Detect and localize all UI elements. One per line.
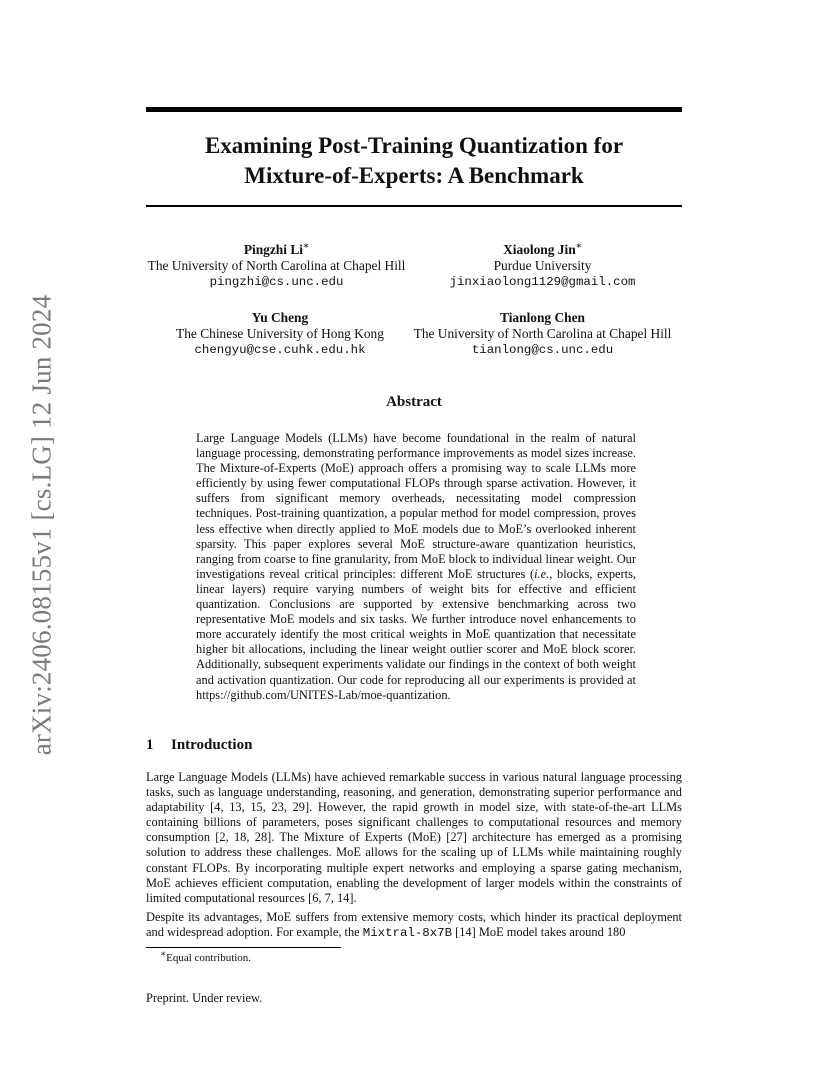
top-rule — [146, 107, 682, 112]
author-name: Tianlong Chen — [500, 310, 585, 325]
author-name: Yu Cheng — [251, 310, 309, 325]
author-name: Pingzhi Li∗ — [243, 240, 310, 257]
author-block — [160, 310, 400, 358]
author-affiliation: Purdue University — [493, 258, 592, 273]
author-affiliation: The Chinese University of Hong Kong — [176, 326, 384, 341]
preprint-notice: Preprint. Under review. — [146, 991, 263, 1005]
author-email[interactable]: tianlong@cs.unc.edu — [471, 343, 614, 357]
author-affiliation: The University of North Carolina at Chapel Hill — [413, 326, 672, 341]
author-email[interactable]: jinxiaolong1129@gmail.com — [449, 275, 636, 289]
equal-contribution-mark: ∗ — [575, 240, 582, 251]
author-name: Xiaolong Jin∗ — [503, 240, 582, 257]
intro-paragraph-1: Large Language Models (LLMs) have achieved remarkable success in various natural language processing tasks, such as language understanding, reasoning, and generation, demonstrating superior performance and adaptability [4, 13, 15, 23, 29]. However, the rapid growth in model size, with state-of-the-art LLMs containing billions of parameters, poses significant challenges to computational resources and memory consumption [2, 18, 28]. The Mixture of Experts (MoE) [27] architecture has emerged as a promising solution to address these challenges. MoE allows for the scaling up of LLMs while maintaining roughly constant FLOPs. By incorporating multiple expert networks and employing a sparse gating mechanism, MoE achieves efficient computation, enabling the development of larger models within the constraints of limited computational resources [6, 7, 14]. — [146, 770, 682, 905]
arxiv-identifier: arXiv:2406.08155v1 [cs.LG] 12 Jun 2024 — [26, 294, 57, 756]
author-block — [405, 310, 680, 358]
model-name-code: Mixtral-8x7B — [362, 926, 453, 941]
title-line-2: Mixture-of-Experts: A Benchmark — [244, 163, 584, 188]
abstract-text: Large Language Models (LLMs) have become foundational in the realm of natural language processing, demonstrating performance improvements as model sizes increase. The Mixture-of-Experts (MoE) approach offers a promising way to scale LLMs more efficiently by using fewer computational FLOPs through sparse activation. However, it suffers from significant memory overheads, necessitating model compression techniques. Post-training quantization, a popular method for model compression, proves less effective when directly applied to MoE models due to MoE’s overlooked inherent sparsity. This paper explores several MoE structure-aware quantization heuristics, ranging from coarse to fine granularity, from MoE block to individual linear weight. Our investigations reveal critical principles: different MoE structures (i.e., blocks, experts, linear layers) require varying numbers of weight bits for effective and efficient quantization. Conclusions are supported by extensive benchmarking across two representative MoE models and six tasks. We further introduce novel enhancements to more accurately identify the most critical weights in MoE quantization that necessitate higher bit allocations, including the linear weight outlier scorer and MoE block scorer. Additionally, subsequent experiments validate our findings in the context of both weight and activation quantization. Our code for reproducing all our experiments is provided at https://github.com/UNITES-Lab/moe-quantization. — [196, 431, 637, 702]
title-rule — [146, 205, 682, 207]
footnote-rule — [146, 947, 341, 948]
section-number: 1 — [146, 737, 154, 753]
author-email[interactable]: pingzhi@cs.unc.edu — [209, 275, 344, 289]
paper-title — [146, 131, 682, 191]
author-block — [430, 242, 655, 290]
title-line-1: Examining Post-Training Quantization for — [204, 133, 624, 158]
section-heading-introduction — [146, 737, 252, 754]
equal-contribution-mark: ∗ — [302, 240, 310, 251]
abstract-heading: Abstract — [386, 394, 442, 410]
author-block — [139, 242, 414, 290]
section-title: Introduction — [171, 737, 253, 753]
author-affiliation: The University of North Carolina at Chapel Hill — [147, 258, 406, 273]
intro-paragraph-2: Despite its advantages, MoE suffers from extensive memory costs, which hinder its practical deployment and widespread adoption. For example, the Mixtral-8x7B [14] MoE model takes around 180 — [146, 910, 682, 941]
author-email[interactable]: chengyu@cse.cuhk.edu.hk — [194, 343, 366, 357]
footnote: ∗Equal contribution. — [160, 948, 252, 964]
ie-abbreviation: i.e. — [534, 566, 550, 581]
footnote-mark: ∗ — [160, 948, 167, 959]
